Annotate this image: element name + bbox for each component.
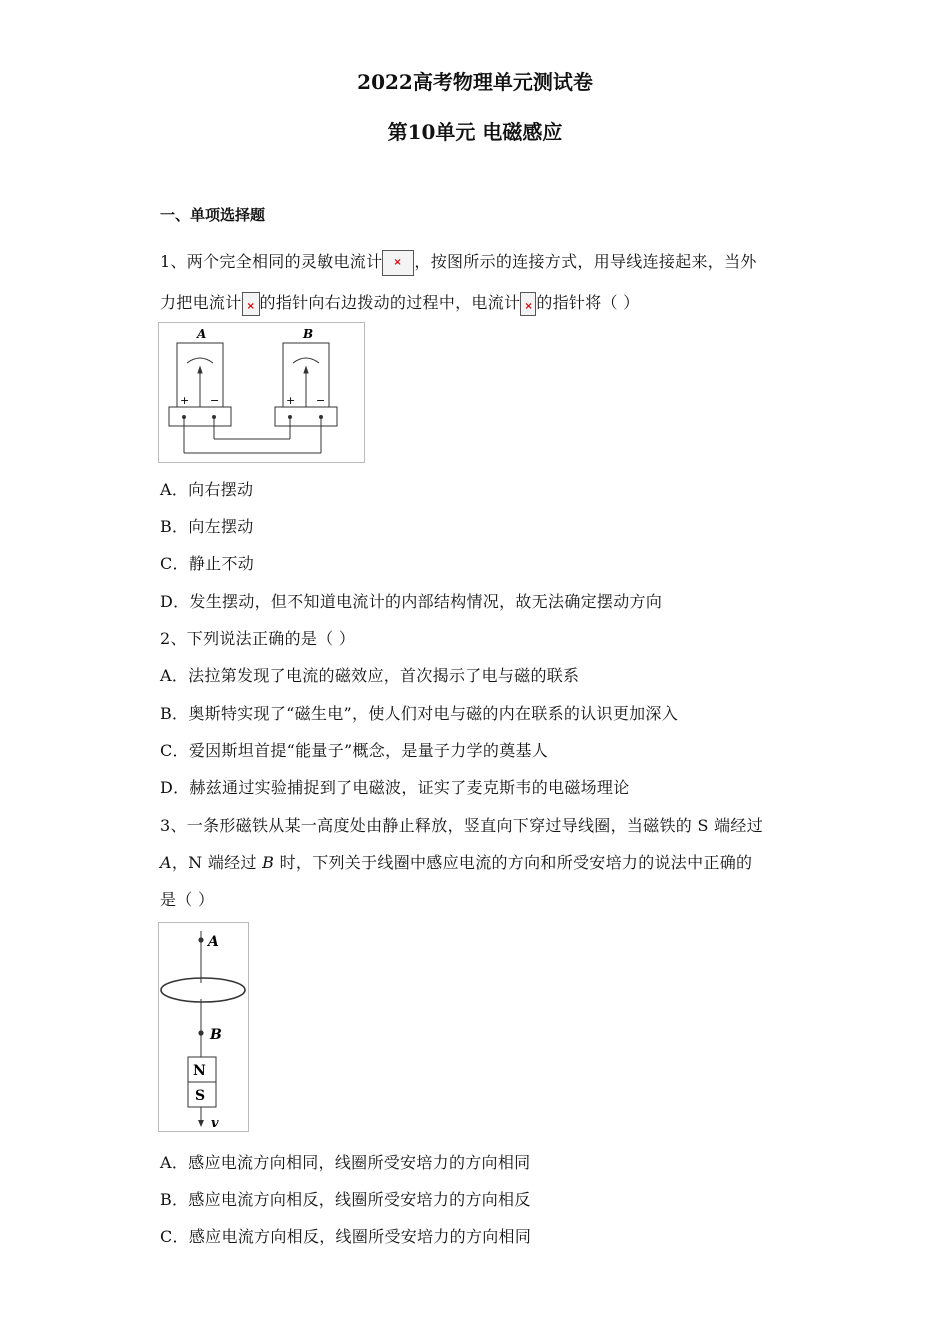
q1-line1-text-a: 1、两个完全相同的灵敏电流计 [160, 252, 383, 271]
broken-image-icon: × [520, 292, 536, 316]
galvanometer-figure [158, 322, 365, 463]
q3-line3: 是（ ） [160, 890, 215, 909]
galvanometer-diagram [159, 323, 364, 462]
q1-line1 [160, 249, 757, 276]
south-pole-label: S [195, 1088, 206, 1104]
q1-line2 [160, 290, 640, 316]
document-subtitle: 第10单元 电磁感应 [387, 120, 563, 144]
meter-a-plus: + [180, 394, 190, 407]
broken-image-icon: × [242, 292, 260, 316]
q2-option-a: A．法拉第发现了电流的磁效应，首次揭示了电与磁的联系 [160, 666, 580, 685]
q3-point-a: A [160, 853, 172, 872]
q2-option-d: D．赫兹通过实验捕捉到了电磁波，证实了麦克斯韦的电磁场理论 [160, 778, 630, 797]
q1-line2-text-a: 力把电流计 [160, 293, 242, 312]
q1-option-d: D．发生摆动，但不知道电流计的内部结构情况，故无法确定摆动方向 [160, 592, 663, 611]
meter-a-label: A [197, 327, 207, 341]
q2-option-c: C．爱因斯坦首提“能量子”概念，是量子力学的奠基人 [160, 741, 549, 760]
q3-point-b: B [262, 853, 275, 872]
meter-a-minus: − [210, 394, 220, 407]
section-heading: 一、单项选择题 [160, 206, 266, 224]
q1-option-c: C．静止不动 [160, 554, 255, 573]
q2-stem: 2、下列说法正确的是（ ） [160, 629, 356, 648]
q1-option-a: A．向右摆动 [160, 480, 254, 499]
document-title: 2022高考物理单元测试卷 [357, 70, 593, 94]
north-pole-label: N [193, 1063, 206, 1079]
q3-line2 [160, 850, 752, 873]
meter-b-minus: − [316, 394, 326, 407]
q3-option-a: A．感应电流方向相同，线圈所受安培力的方向相同 [160, 1153, 531, 1172]
q3-option-b: B．感应电流方向相反，线圈所受安培力的方向相反 [160, 1190, 531, 1209]
q1-line1-text-b: ，按图所示的连接方式，用导线连接起来，当外 [414, 252, 757, 271]
meter-b-label: B [303, 327, 314, 341]
q3-line1: 3、一条形磁铁从某一高度处由静止释放，竖直向下穿过导线圈，当磁铁的 S 端经过 [160, 816, 764, 835]
q2-option-b: B．奥斯特实现了“磁生电”，使人们对电与磁的内在联系的认识更加深入 [160, 704, 679, 723]
q1-line2-text-b: 的指针向右边拨动的过程中，电流计 [259, 293, 521, 312]
broken-image-icon: × [382, 250, 414, 276]
point-a-label: A [208, 934, 219, 950]
velocity-label: v [211, 1116, 219, 1131]
meter-b-plus: + [286, 394, 296, 407]
q3-option-c: C．感应电流方向相反，线圈所受安培力的方向相同 [160, 1227, 532, 1246]
q1-option-b: B．向左摆动 [160, 517, 254, 536]
q3-line2-text-d: 时，下列关于线圈中感应电流的方向和所受安培力的说法中正确的 [279, 853, 753, 872]
magnet-coil-diagram [159, 923, 248, 1131]
magnet-coil-figure [158, 922, 249, 1132]
point-b-label: B [210, 1027, 222, 1043]
q3-line2-text-b: ，N 端经过 [171, 853, 257, 872]
q1-line2-text-c: 的指针将（ ） [536, 293, 640, 312]
